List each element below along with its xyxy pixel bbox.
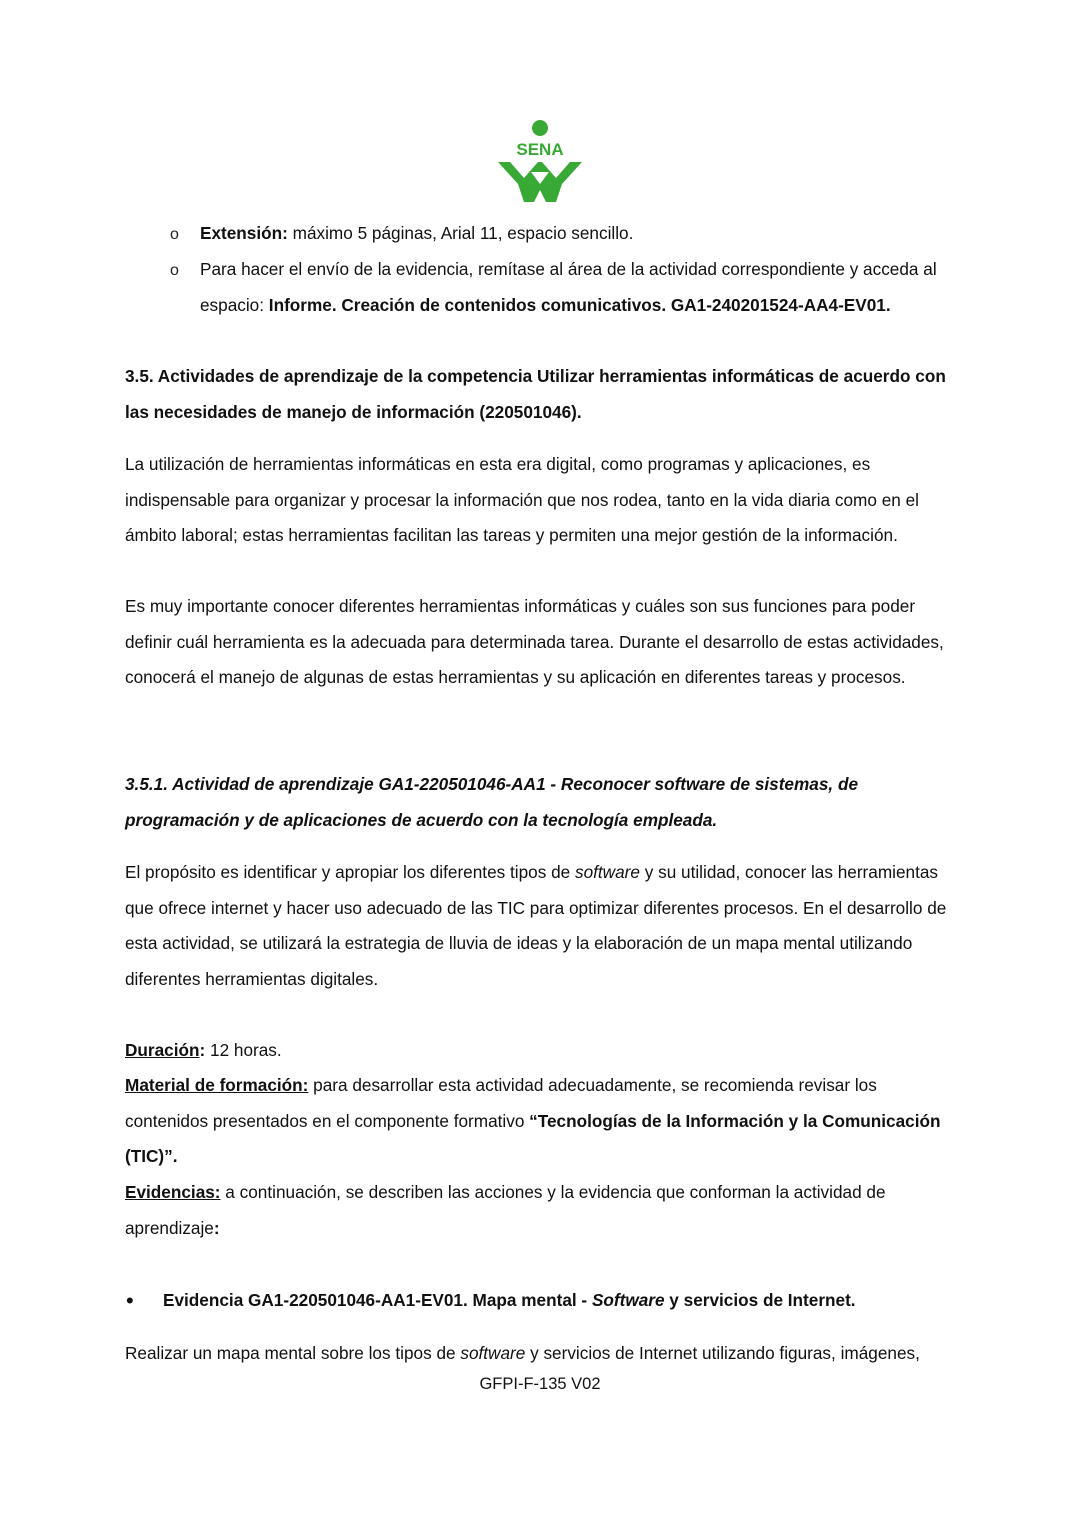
duration-line <box>125 1033 955 1069</box>
material-paragraph <box>125 1068 955 1175</box>
duration-value: 12 horas. <box>205 1040 282 1060</box>
bullet-marker: o <box>170 262 179 279</box>
evidence-item-text-2: y servicios de Internet. <box>664 1290 856 1310</box>
footer-code: GFPI-F-135 V02 <box>479 1375 601 1393</box>
evidence-bullet: • <box>126 1288 134 1313</box>
material-label: Material de formación: <box>125 1075 309 1095</box>
evidence-colon: : <box>213 1217 220 1238</box>
material-text: para desarrollar esta actividad adecuadamente, se recomienda revisar los contenidos presentados en el componente formativo <box>125 1075 877 1131</box>
section-heading-3-5-1: 3.5.1. Actividad de aprendizaje GA1-220501046-AA1 - Reconocer software de sistemas, de programación y de aplicaciones de acuerdo con la tecnología empleada. <box>125 774 859 830</box>
mindmap-italic: software <box>460 1343 526 1363</box>
extension-label: Extensión: <box>200 223 288 243</box>
evidence-label: Evidencias: <box>125 1182 221 1202</box>
duration-colon: : <box>199 1040 206 1060</box>
evidence-item-text: Evidencia GA1-220501046-AA1-EV01. Mapa mental - <box>163 1290 592 1310</box>
paragraph-tools-importance: Es muy importante conocer diferentes herramientas informáticas y cuáles son sus funciones para poder definir cuál herramienta es la adecuada para determinada tarea. Durante el desarrollo de estas actividades, conocerá el manejo de algunas de estas herramientas y su aplicación en diferentes tareas y procesos. <box>125 596 944 687</box>
mindmap-text: Realizar un mapa mental sobre los tipos de <box>125 1343 461 1363</box>
purpose-text: El propósito es identificar y apropiar los diferentes tipos de <box>125 862 575 882</box>
evidence-text: a continuación, se describen las acciones y la evidencia que conforman la actividad de aprendizaje <box>125 1182 886 1238</box>
bullet-marker: o <box>170 226 179 243</box>
paragraph-mindmap <box>125 1336 955 1372</box>
purpose-text-2: y su utilidad, conocer las herramientas que ofrece internet y hacer uso adecuado de las TIC para optimizar diferentes procesos. En el desarrollo de esta actividad, se utilizará la estrategia de lluvia de ideas y la elaboración de un mapa mental utilizando diferentes herramientas digitales. <box>125 862 947 989</box>
extension-text: máximo 5 páginas, Arial 11, espacio sencillo. <box>287 223 634 243</box>
bullet-extension <box>200 216 960 252</box>
submission-space: Informe. Creación de contenidos comunicativos. GA1-240201524-AA4-EV01. <box>268 294 891 315</box>
evidence-item-italic: Software <box>591 1290 665 1310</box>
sena-logo <box>494 118 586 202</box>
section-heading-3-5: 3.5. Actividades de aprendizaje de la competencia Utilizar herramientas informáticas de acuerdo con las necesidades de manejo de información (220501046). <box>125 366 946 422</box>
material-component: “Tecnologías de la Información y la Comunicación (TIC)”. <box>125 1110 941 1166</box>
duration-label: Duración <box>125 1040 200 1060</box>
submission-text: Para hacer el envío de la evidencia, remítase al área de la actividad correspondiente y acceda al espacio: <box>200 259 937 315</box>
logo-text: SENA <box>516 140 564 159</box>
bullet-submission <box>200 252 960 323</box>
purpose-italic: software <box>574 862 640 882</box>
mindmap-text-2: y servicios de Internet utilizando figuras, imágenes, <box>525 1343 920 1363</box>
paragraph-purpose <box>125 855 955 997</box>
paragraph-tools-intro: La utilización de herramientas informáticas en esta era digital, como programas y aplicaciones, es indispensable para organizar y procesar la información que nos rodea, tanto en la vida diaria como en el ámbito laboral; estas herramientas facilitan las tareas y permiten una mejor gestión de la información. <box>125 454 919 545</box>
evidence-item <box>163 1283 963 1319</box>
evidence-paragraph <box>125 1175 955 1246</box>
